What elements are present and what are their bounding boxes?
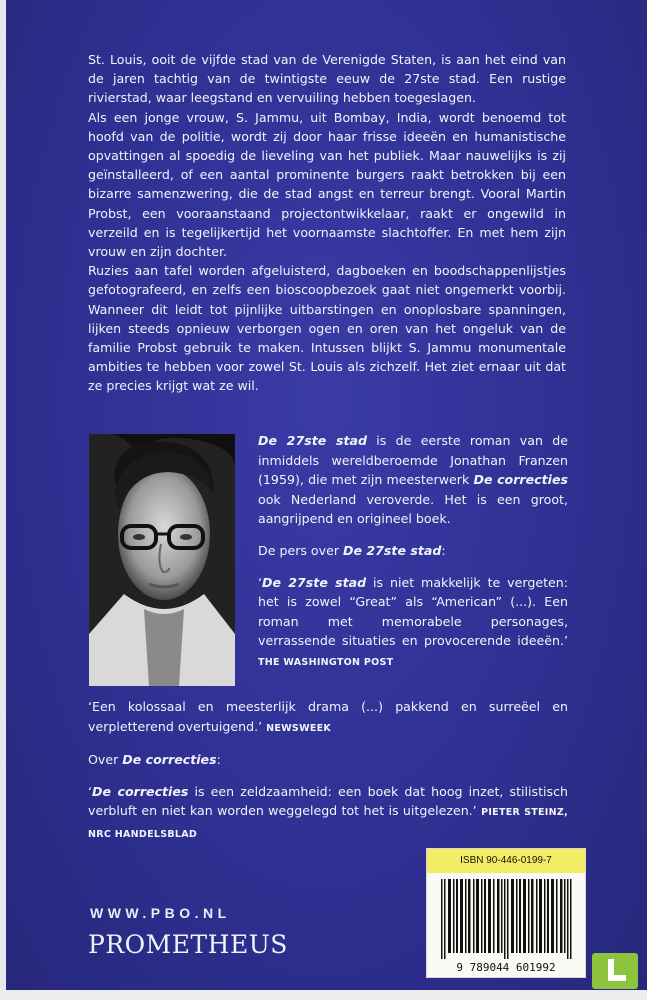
quote-source: THE WASHINGTON POST: [258, 656, 394, 668]
more-press: [88, 697, 568, 857]
press-heading: [258, 541, 568, 561]
isbn-barcode: [426, 848, 586, 978]
press-title: De 27ste stad: [343, 542, 442, 558]
about-text-2: ook Nederland veroverde. Het is een groot, aangrijpend en origineel boek.: [258, 491, 568, 527]
quote-text: is een zeldzaamheid: een boek dat hoog inzet, stilistisch verbluft en niet kan worden weggelegd tot het is uitgelezen.’: [88, 783, 568, 819]
synopsis-paragraph-3: Ruzies aan tafel worden afgeluisterd, dagboeken en boodschappenlijstjes gefotografeerd, en zelfs een bioscoopbezoek gaat niet ongemerkt voorbij. Wanneer dit leidt tot pijnlijke uitbarstingen en onoplosbare spanningen, lijken steeds opnieuw verborgen ogen en oren van het ongeluk van de familie Probst gebruik te maken. Intussen blijkt S. Jammu monumentale ambities te hebben voor zowel St. Louis als zichzelf. Het ziet ernaar uit dat ze precies krijgt wat ze wil.: [88, 263, 566, 394]
quote-open: ‘: [88, 783, 93, 799]
about-text-1: is de eerste roman van de inmiddels wereldberoemde Jonathan Franzen (1959), die met zijn meesterwerk: [258, 433, 568, 488]
synopsis-paragraph-2: Als een jonge vrouw, S. Jammu, uit Bombay, India, wordt benoemd tot hoofd van de politie, wordt zij door haar frisse ideeën en humanistische opvattingen al spoedig de lieveling van het publiek. Maar nauwelijks is zij geïnstalleerd, of een aantal prominente burgers raakt betrokken bij een bizarre samenzwering, die de stad angst en terreur brengt. Vooral Martin Probst, een vooraanstaand projectontwikkelaar, raakt er ongewild in verzeild en is tegelijkertijd het voornaamste slachtoffer. En met hem zijn vrouw en zijn dochter.: [88, 109, 566, 260]
barcode-icon: [437, 879, 575, 959]
synopsis-paragraph-1: St. Louis, ooit de vijfde stad van de Verenigde Staten, is aan het eind van de jaren tachtig van de twintigste eeuw de 27ste stad. Een rustige rivierstad, waar leegstand en vervuiling hebben toegeslagen.: [88, 52, 566, 106]
book-title: De 27ste stad: [258, 433, 367, 448]
page-edge: [0, 0, 6, 1000]
ean-number: 9 789044 601992: [456, 961, 556, 974]
publisher-logo: PROMETHEUS: [88, 930, 288, 959]
press-quote-1: [258, 573, 568, 673]
quote-source: NEWSWEEK: [266, 722, 332, 734]
press-quote-3: [88, 782, 568, 845]
store-sticker: [592, 953, 638, 989]
press-quote-2: [88, 697, 568, 738]
publisher-url: WWW.PBO.NL: [90, 905, 231, 921]
about-author: [258, 431, 568, 529]
quote-source: PIETER STEINZ, NRC HANDELSBLAD: [88, 807, 568, 840]
press-colon: :: [441, 542, 446, 558]
over-heading: [88, 750, 568, 770]
author-portrait-illustration: [89, 434, 235, 686]
quote-title: De correcties: [92, 783, 189, 799]
quote-text: is niet makkelijk te vergeten: het is zowel “Great” als “American” (...). Een roman met memorabele personages, verrassende situaties en provocerende ideeën.’: [258, 574, 568, 649]
over-intro: Over: [88, 752, 123, 768]
over-title: De correcties: [122, 752, 217, 768]
over-colon: :: [216, 752, 221, 768]
press-intro: De pers over: [258, 542, 344, 558]
author-and-press: [258, 431, 568, 685]
page-edge-bottom: [0, 990, 647, 1000]
book-title-correcties: De correcties: [473, 472, 568, 488]
quote-text: ‘Een kolossaal en meesterlijk drama (...) pakkend en surreëel en verpletterend overtuigend.’: [88, 699, 568, 734]
sticker-l-icon-base: [608, 975, 626, 981]
synopsis: [88, 50, 566, 396]
isbn-label: ISBN 90-446-0199-7: [427, 849, 585, 873]
quote-title: De 27ste stad: [262, 574, 367, 590]
author-photo: [89, 434, 235, 686]
quote-open: ‘: [258, 574, 263, 590]
